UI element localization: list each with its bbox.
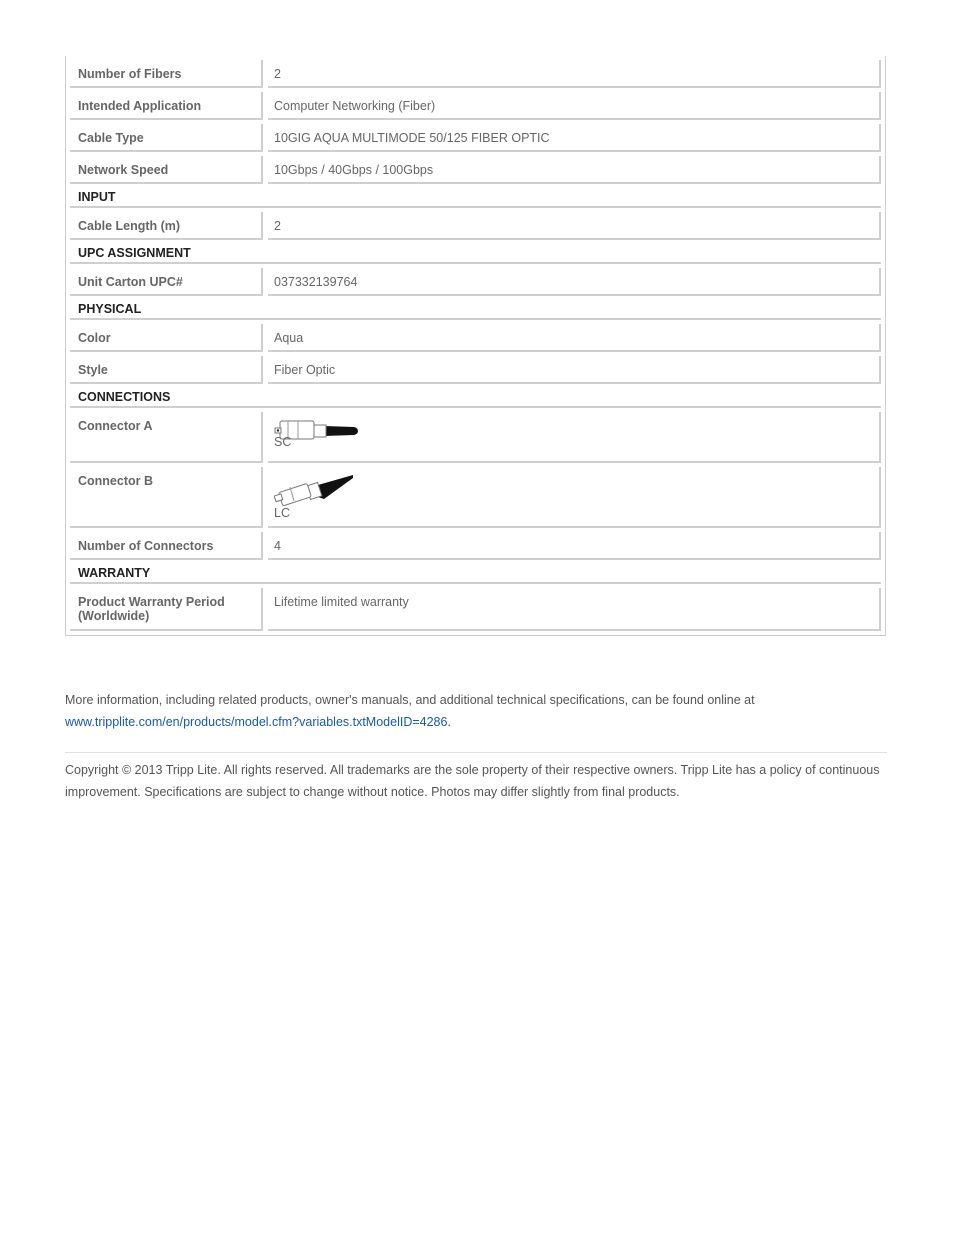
- spec-label: Number of Fibers: [70, 60, 263, 88]
- spec-row-intended-application: [70, 92, 881, 120]
- more-info-period: .: [447, 715, 451, 729]
- section-heading-warranty: WARRANTY: [70, 560, 881, 584]
- spec-label: Color: [70, 324, 263, 352]
- connector-caption: LC: [274, 506, 290, 520]
- spec-row-style: [70, 356, 881, 384]
- spec-value: 10Gbps / 40Gbps / 100Gbps: [268, 156, 881, 184]
- spec-value: 4: [268, 532, 881, 560]
- spec-row-cable-type: [70, 124, 881, 152]
- spec-value: 2: [268, 60, 881, 88]
- spec-row-connector-b: [70, 467, 881, 528]
- spec-label: Unit Carton UPC#: [70, 268, 263, 296]
- spec-label: Cable Type: [70, 124, 263, 152]
- spec-label: Connector B: [70, 467, 263, 528]
- spec-label: Number of Connectors: [70, 532, 263, 560]
- spec-label: Network Speed: [70, 156, 263, 184]
- spec-value: Computer Networking (Fiber): [268, 92, 881, 120]
- spec-value: 10GIG AQUA MULTIMODE 50/125 FIBER OPTIC: [268, 124, 881, 152]
- spec-row-cable-length: [70, 212, 881, 240]
- spec-row-color: [70, 324, 881, 352]
- spec-label: Intended Application: [70, 92, 263, 120]
- spec-row-unit-carton-upc: [70, 268, 881, 296]
- product-page-link[interactable]: www.tripplite.com/en/products/model.cfm?variables.txtModelID=4286: [65, 715, 448, 729]
- spec-value: Fiber Optic: [268, 356, 881, 384]
- spec-value: 037332139764: [268, 268, 881, 296]
- connector-caption: SC: [274, 435, 292, 449]
- section-heading-connections: CONNECTIONS: [70, 384, 881, 408]
- spec-row-number-of-fibers: [70, 60, 881, 88]
- spec-label: Connector A: [70, 412, 263, 463]
- spec-row-number-of-connectors: [70, 532, 881, 560]
- spec-row-network-speed: [70, 156, 881, 184]
- spec-label: Style: [70, 356, 263, 384]
- spec-value: 2: [268, 212, 881, 240]
- specifications-table: [65, 56, 886, 636]
- spec-row-warranty-period: [70, 588, 881, 631]
- spec-value: [268, 412, 881, 463]
- section-heading-input: INPUT: [70, 184, 881, 208]
- spec-label: Product Warranty Period (Worldwide): [70, 588, 263, 631]
- spec-value: Lifetime limited warranty: [268, 588, 881, 631]
- section-heading-physical: PHYSICAL: [70, 296, 881, 320]
- divider: [65, 752, 887, 753]
- spec-label: Cable Length (m): [70, 212, 263, 240]
- spec-row-connector-a: [70, 412, 881, 463]
- spec-value: [268, 467, 881, 528]
- spec-value: Aqua: [268, 324, 881, 352]
- more-info-text: More information, including related products, owner's manuals, and additional technical specifications, can be found online at: [65, 693, 755, 707]
- copyright-notice: Copyright © 2013 Tripp Lite. All rights reserved. All trademarks are the sole property of their respective owners. Tripp Lite has a policy of continuous improvement. Specifications are subject to change without notice. Photos may differ slightly from final products.: [65, 763, 880, 799]
- more-info-paragraph: [65, 689, 886, 733]
- section-heading-upc-assignment: UPC ASSIGNMENT: [70, 240, 881, 264]
- lc-connector-icon: [274, 473, 356, 507]
